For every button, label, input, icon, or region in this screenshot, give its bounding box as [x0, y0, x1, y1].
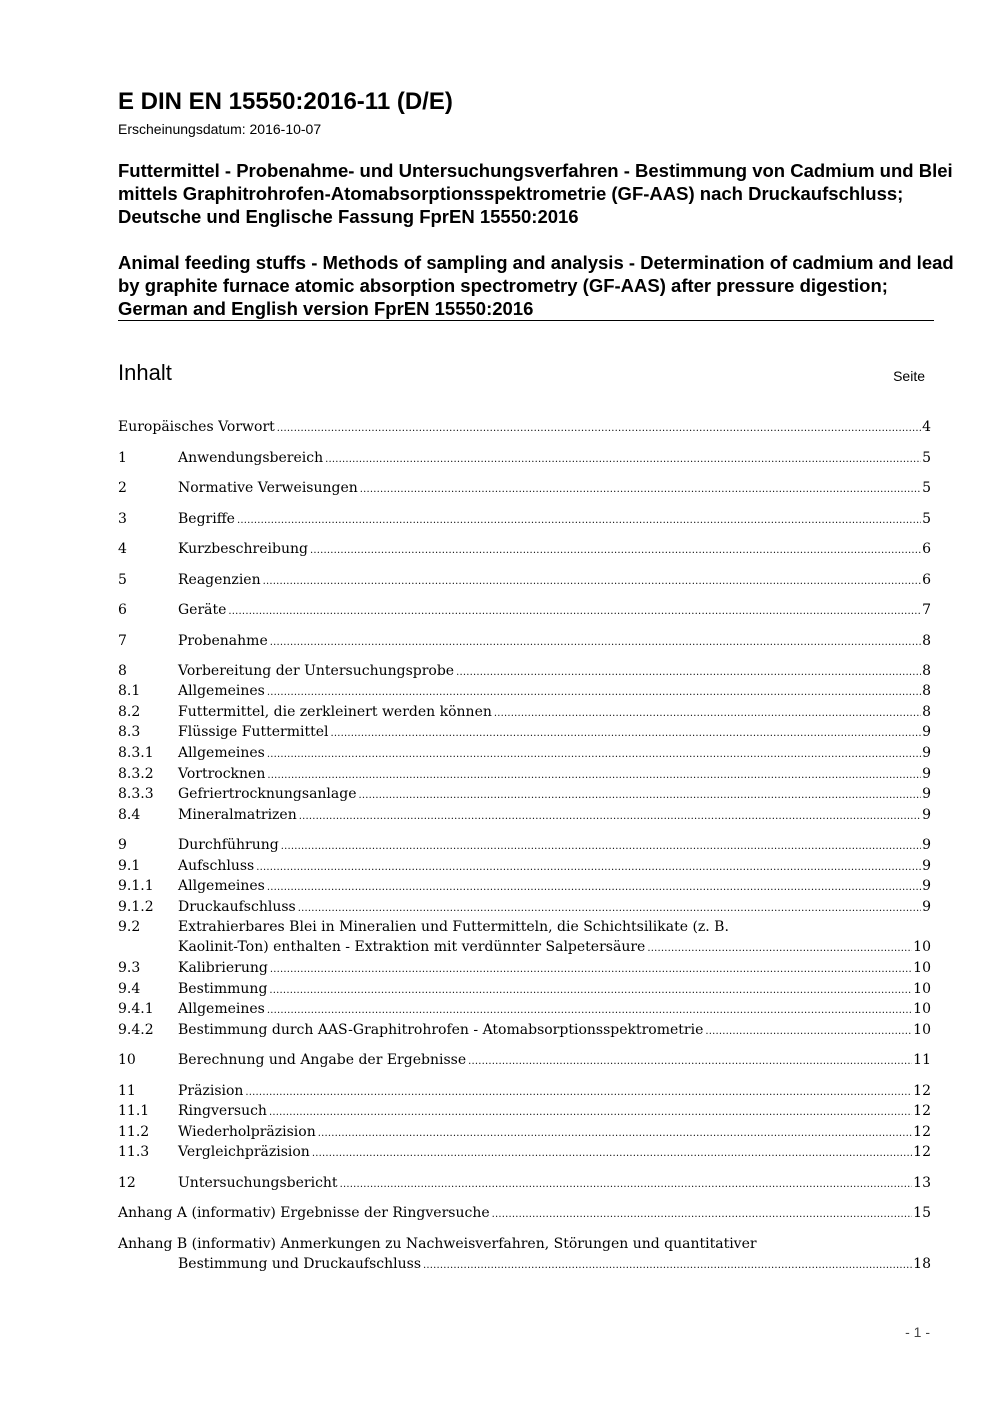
toc-entry[interactable]: [118, 478, 931, 500]
toc-entry[interactable]: [118, 897, 931, 919]
toc-entry[interactable]: [118, 1050, 931, 1072]
toc-entry-title: Allgemeines: [178, 878, 265, 894]
toc-entry[interactable]: [118, 509, 931, 531]
toc-entry-title: Reagenzien: [178, 572, 261, 588]
toc-entry-title: Untersuchungsbericht: [178, 1175, 338, 1191]
toc-entry-page: 13: [913, 1175, 931, 1191]
toc-entry[interactable]: [118, 876, 931, 898]
toc-entry-number: 9.1: [118, 858, 141, 874]
toc-entry-number: 9.4: [118, 981, 141, 997]
toc-dot-leader: [456, 661, 921, 683]
toc-entry-number: 9.2: [118, 919, 141, 935]
toc-entry-page: 5: [922, 511, 931, 527]
toc-entry-number: 8.3.2: [118, 766, 154, 782]
toc-entry-number: 8.3.3: [118, 786, 154, 802]
toc-entry-page: 9: [922, 745, 931, 761]
toc-entry-title: Vergleichpräzision: [178, 1144, 310, 1160]
toc-entry-page: 9: [922, 786, 931, 802]
toc-entry[interactable]: [118, 702, 931, 724]
toc-dot-leader: [310, 539, 921, 561]
toc-entry-number: 8.1: [118, 683, 141, 699]
toc-entry-page: 15: [913, 1205, 931, 1221]
toc-dot-leader: [267, 764, 921, 786]
toc-dot-leader: [359, 784, 922, 806]
toc-entry-title: Probenahme: [178, 633, 268, 649]
toc-entry[interactable]: [118, 835, 931, 857]
toc-entry-title: Bestimmung durch AAS-Graphitrohrofen - Atomabsorptionsspektrometrie: [178, 1022, 704, 1038]
toc-dot-leader: [325, 448, 921, 470]
toc-entry[interactable]: [118, 999, 931, 1021]
toc-dot-leader: [269, 1101, 912, 1123]
toc-dot-leader: [245, 1081, 912, 1103]
toc-entry-title: Futtermittel, die zerkleinert werden können: [178, 704, 492, 720]
toc-entry[interactable]: [118, 805, 931, 827]
toc-entry-number: 12: [118, 1175, 136, 1191]
toc-dot-leader: [228, 600, 921, 622]
toc-entry-number: 2: [118, 480, 127, 496]
toc-entry[interactable]: [118, 764, 931, 786]
toc-entry[interactable]: [118, 1122, 931, 1144]
toc-entry-title: Mineralmatrizen: [178, 807, 297, 823]
toc-entry[interactable]: [118, 681, 931, 703]
toc-dot-leader: [299, 805, 921, 827]
toc-dot-leader: [267, 876, 921, 898]
toc-entry-page: 9: [922, 878, 931, 894]
toc-entry-title: Druckaufschluss: [178, 899, 296, 915]
toc-entry-title: Anwendungsbereich: [178, 450, 324, 466]
toc-dot-leader: [340, 1173, 913, 1195]
toc-entry-title: Normative Verweisungen: [178, 480, 358, 496]
toc-entry-number: 9: [118, 837, 127, 853]
toc-entry[interactable]: [118, 856, 931, 878]
toc-entry-number: 8.3: [118, 724, 141, 740]
toc-entry-number: 9.3: [118, 960, 141, 976]
toc-entry-title: Europäisches Vorwort: [118, 419, 275, 435]
toc-entry[interactable]: [118, 570, 931, 592]
title-german: Futtermittel - Probenahme- und Untersuchungsverfahren - Bestimmung von Cadmium und Blei mittels Graphitrohrofen-Atomabsorptionsspektrometrie (GF-AAS) nach Druckaufschluss; Deutsche und Englische Fassung FprEN 15550:2016: [118, 160, 953, 227]
toc-entry-page: 9: [922, 837, 931, 853]
toc-entry-title: Geräte: [178, 602, 227, 618]
toc-entry[interactable]: [118, 539, 931, 561]
toc-dot-leader: [492, 1203, 913, 1225]
toc-entry-title: Berechnung und Angabe der Ergebnisse: [178, 1052, 467, 1068]
toc-entry-number: 11.1: [118, 1103, 150, 1119]
toc-entry[interactable]: [118, 1142, 931, 1164]
publication-date: Erscheinungsdatum: 2016-10-07: [118, 121, 322, 137]
toc-entry[interactable]: [118, 722, 931, 744]
toc-entry[interactable]: [118, 600, 931, 622]
toc-entry-page: 7: [922, 602, 931, 618]
toc-entry-title: Kalibrierung: [178, 960, 268, 976]
toc-entry-number: 4: [118, 541, 127, 557]
toc-entry-page: 5: [922, 450, 931, 466]
toc-entry-title: Bestimmung und Druckaufschluss: [178, 1256, 422, 1272]
toc-entry-page: 9: [922, 858, 931, 874]
toc-entry-page: 8: [922, 633, 931, 649]
toc-entry-number: 8.4: [118, 807, 141, 823]
toc-entry-number: 9.4.1: [118, 1001, 154, 1017]
toc-dot-leader: [269, 979, 912, 1001]
toc-entry-title: Vortrocknen: [178, 766, 266, 782]
page-number: - 1 -: [905, 1324, 930, 1340]
toc-entry-title: Extrahierbares Blei in Mineralien und Futtermitteln, die Schichtsilikate (z. B.: [178, 919, 729, 935]
toc-entry-title: Allgemeines: [178, 1001, 265, 1017]
toc-entry-title: Gefriertrocknungsanlage: [178, 786, 357, 802]
toc-entry-page: 5: [922, 480, 931, 496]
toc-entry-number: 3: [118, 511, 127, 527]
toc-entry[interactable]: [118, 417, 931, 439]
toc-entry[interactable]: [118, 631, 931, 653]
toc-dot-leader: [281, 835, 921, 857]
toc-entry[interactable]: [118, 1101, 931, 1123]
toc-entry-page: 9: [922, 724, 931, 740]
toc-entry-title: Wiederholpräzision: [178, 1124, 316, 1140]
toc-entry-page: 8: [922, 663, 931, 679]
toc-entry-page: 9: [922, 807, 931, 823]
toc-entry-title: Kurzbeschreibung: [178, 541, 308, 557]
toc-entry-page: 10: [913, 960, 931, 976]
toc-entry-page: 6: [922, 572, 931, 588]
toc-dot-leader: [267, 743, 921, 765]
toc-entry-number: 9.4.2: [118, 1022, 154, 1038]
toc-dot-leader: [270, 958, 912, 980]
toc-dot-leader: [468, 1050, 912, 1072]
toc-entry-number: 1: [118, 450, 127, 466]
toc-dot-leader: [318, 1122, 912, 1144]
toc-entry-title: Aufschluss: [178, 858, 255, 874]
toc-entry-title: Präzision: [178, 1083, 244, 1099]
title-english: Animal feeding stuffs - Methods of sampling and analysis - Determination of cadmium and lead by graphite furnace atomic absorption spectrometry (GF-AAS) after pressure digestion; German and English version FprEN 15550:2016: [118, 252, 954, 319]
toc-heading: Inhalt: [118, 360, 172, 385]
toc-entry-page: 18: [913, 1256, 931, 1272]
toc-entry-page: 12: [913, 1103, 931, 1119]
toc-entry-title: Durchführung: [178, 837, 279, 853]
toc-dot-leader: [330, 722, 921, 744]
toc-entry-page: 10: [913, 939, 931, 955]
toc-entry-page: 4: [922, 419, 931, 435]
toc-dot-leader: [705, 1020, 912, 1042]
toc-entry[interactable]: [118, 917, 931, 959]
toc-dot-leader: [256, 856, 921, 878]
toc-entry-title: Anhang B (informativ) Anmerkungen zu Nachweisverfahren, Störungen und quantitativer: [118, 1236, 757, 1252]
toc-entry-number: 6: [118, 602, 127, 618]
toc-entry-title: Ringversuch: [178, 1103, 267, 1119]
toc-entry-title: Begriffe: [178, 511, 235, 527]
toc-entry-title: Bestimmung: [178, 981, 268, 997]
toc-dot-leader: [423, 1254, 912, 1276]
toc-entry-number: 11.3: [118, 1144, 150, 1160]
toc-entry-title: Anhang A (informativ) Ergebnisse der Ringversuche: [118, 1205, 490, 1221]
toc-entry[interactable]: [118, 743, 931, 765]
toc-dot-leader: [494, 702, 921, 724]
toc-dot-leader: [267, 999, 912, 1021]
toc-dot-leader: [270, 631, 921, 653]
toc-entry-page: 11: [913, 1052, 931, 1068]
toc-entry-title: Allgemeines: [178, 683, 265, 699]
toc-dot-leader: [267, 681, 921, 703]
toc-entry[interactable]: [118, 661, 931, 683]
toc-entry-number: 8: [118, 663, 127, 679]
toc-entry-number: 7: [118, 633, 127, 649]
toc-entry[interactable]: [118, 784, 931, 806]
toc-entry-number: 11.2: [118, 1124, 150, 1140]
toc-entry-title: Allgemeines: [178, 745, 265, 761]
toc-entry[interactable]: [118, 1234, 931, 1276]
toc-entry-number: 8.2: [118, 704, 141, 720]
toc-dot-leader: [647, 937, 912, 959]
toc-entry-page: 12: [913, 1083, 931, 1099]
toc-entry[interactable]: [118, 1020, 931, 1042]
toc-entry-page: 12: [913, 1144, 931, 1160]
toc-entry[interactable]: [118, 1203, 931, 1225]
toc-entry[interactable]: [118, 958, 931, 980]
toc-entry[interactable]: [118, 1081, 931, 1103]
toc-entry-page: 9: [922, 899, 931, 915]
toc-entry[interactable]: [118, 448, 931, 470]
toc-entry-page: 10: [913, 1001, 931, 1017]
toc-entry-number: 9.1.1: [118, 878, 154, 894]
toc-entry-title: Kaolinit-Ton) enthalten - Extraktion mit verdünnter Salpetersäure: [178, 939, 646, 955]
toc-entry-number: 10: [118, 1052, 136, 1068]
toc-entry-title: Flüssige Futtermittel: [178, 724, 329, 740]
toc-entry-page: 10: [913, 1022, 931, 1038]
toc-entry[interactable]: [118, 979, 931, 1001]
toc-dot-leader: [263, 570, 921, 592]
toc-entry-number: 8.3.1: [118, 745, 154, 761]
toc-entry-number: 11: [118, 1083, 136, 1099]
toc-dot-leader: [277, 417, 921, 439]
document-id: E DIN EN 15550:2016-11 (D/E): [118, 88, 453, 115]
toc-entry-number: 9.1.2: [118, 899, 154, 915]
toc-dot-leader: [237, 509, 921, 531]
toc-entry-number: 5: [118, 572, 127, 588]
toc-entry-page: 6: [922, 541, 931, 557]
toc-entry[interactable]: [118, 1173, 931, 1195]
toc-entry-page: 9: [922, 766, 931, 782]
toc-entry-page: 8: [922, 683, 931, 699]
toc-entry-page: 10: [913, 981, 931, 997]
toc-entry-page: 8: [922, 704, 931, 720]
toc-page-column-label: Seite: [893, 368, 925, 384]
toc-entry-title: Vorbereitung der Untersuchungsprobe: [178, 663, 455, 679]
toc-dot-leader: [312, 1142, 912, 1164]
toc-dot-leader: [298, 897, 921, 919]
toc-entry-page: 12: [913, 1124, 931, 1140]
toc-dot-leader: [360, 478, 921, 500]
